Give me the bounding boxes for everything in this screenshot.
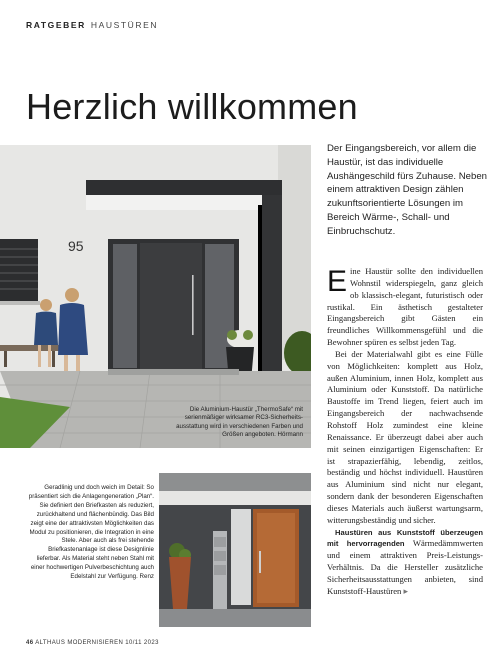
body-paragraph-1-text: ine Haustür sollte den individuellen Wohnstil widerspiegeln, ganz gleich ob klassisch-elegant, futuristisch oder rustikal. Ein ästhetisch gestalteter Eingangsbereich gibt Gästen ein freundliches Willkommensgefühl und die Bewohner spüren es selbst jeden Tag.	[327, 266, 483, 348]
magazine-issue: ALTHAUS MODERNISIEREN 10/11 2023	[35, 640, 159, 646]
body-paragraph-1	[327, 266, 483, 349]
mailbox-caption: Geradlinig und doch weich im Detail: So präsentiert sich die Anlagengeneration „Plan“. Sie definiert den Briefkasten als reduziert, zurückhaltend und flächenbündig. Das Bild zeigt eine der attraktivsten Möglichkeiten das Modul zu positionieren, die Integration in eine Stele. Aber auch als frei stehende Briefkastenanlage ist diese Designlinie lieferbar. Als Material steht neben Stahl mit einer hochwertigen Pulverbeschichtung auch Edelstahl zur Verfügung. Renz	[28, 484, 154, 581]
hero-caption: Die Aluminium-Haustür „ThermoSafe“ mit serienmäßiger wirksamer RC3-Sicherheits-ausstattung wird in verschiedenen Farben und Größen angeboten. Hörmann	[176, 405, 303, 439]
article-body	[327, 266, 483, 598]
page-number: 46	[26, 640, 34, 646]
section-label: RATGEBER	[26, 20, 86, 30]
inline-subhead: Haustüren aus Kunststoff überzeugen mit hervorragenden	[327, 527, 483, 549]
wooden-door-illustration	[159, 473, 311, 627]
body-paragraph-2: Bei der Materialwahl gibt es eine Fülle von Möglichkeiten: komplett aus Holz, außen Aluminium, innen Holz, komplett aus Aluminium oder Kunststoff. Da natürliche Baustoffe im Trend liegen, feiert auch im Eingangsbereich der nachwachsende Rohstoff Holz zumindest eine kleine Renaissance. Er überzeugt dabei aber auch mit seinen einzigartigen Eigenschaften: Er ist strapazierfähig, lebendig, zeitlos, beständig und höchst individuell. Haustüren aus Aluminium sind nicht nur elegant, sondern dank der besonderen Eigenschaften dieses Materials auch äußerst wartungsarm, witterungsbeständig und sicher.	[327, 348, 483, 525]
intro-paragraph: Der Eingangsbereich, vor allem die Haustür, ist das individuelle Aushängeschild fürs Zuhause. Neben einem attraktiven Design zählen zukunftsorientierte Lösungen im Bereich Wärme-, Schall- und Einbruchschutz.	[327, 143, 487, 237]
body-paragraph-3-text: Wärmedämmwerten und einem attraktiven Preis-Leistungs-Verhältnis. Da die Hersteller zusätzliche Sicherheitsausstattungen anbieten, sind Kunststoff-Haustüren	[327, 538, 483, 596]
body-paragraph-3	[327, 527, 483, 598]
house-number: 95	[68, 238, 84, 254]
entrance-photo-2	[159, 473, 311, 627]
topic-label: HAUSTÜREN	[90, 20, 159, 30]
page-title: Herzlich willkommen	[26, 86, 358, 127]
section-kicker	[26, 20, 158, 30]
house-entrance-illustration	[0, 145, 311, 448]
page-footer	[26, 640, 159, 646]
hero-photo	[0, 145, 311, 448]
continue-arrow-icon: ▸	[403, 585, 408, 596]
drop-cap: E	[327, 265, 348, 298]
